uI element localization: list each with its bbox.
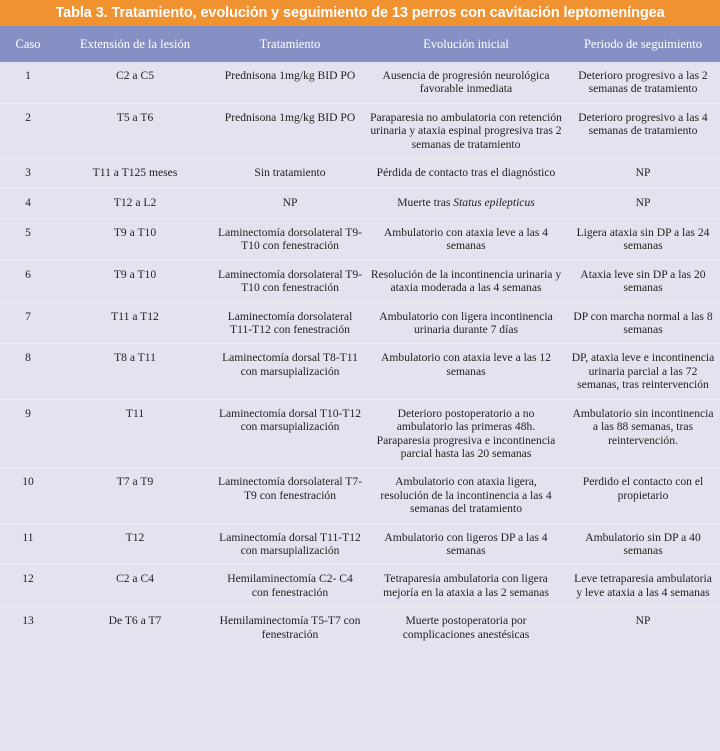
table-row	[0, 565, 720, 607]
cell-caso: 5	[25, 226, 31, 240]
cell-evolucion: Ambulatorio con ligera incontinencia urinaria durante 7 días	[379, 309, 553, 337]
cell-caso: 13	[22, 614, 34, 628]
cell-evolucion: Tetraparesia ambulatoria con ligera mejoría en la ataxia a las 2 semanas	[383, 572, 549, 599]
table-row	[0, 524, 720, 566]
column-header-evolucion: Evolución inicial	[423, 36, 509, 51]
cell-caso: 9	[25, 406, 31, 420]
cell-evolucion: Deterioro postoperatorio a no ambulatorio las primeras 48h. Paraparesia progresiva e incontinencia parcial hasta las 20 semanas	[376, 406, 556, 460]
cell-tratamiento: Laminectomía dorsolateral T9-T10 con fenestración	[218, 226, 363, 253]
table-row	[0, 344, 720, 399]
cell-seguimiento: Deterioro progresivo a las 2 semanas de tratamiento	[578, 69, 708, 96]
cell-evolucion: Muerte postoperatoria por complicaciones anestésicas	[402, 614, 530, 641]
cell-extension: T11	[125, 406, 145, 420]
cell-evolucion: Paraparesia no ambulatoria con retención urinaria y ataxia espinal progresiva tras 2 semanas de tratamiento	[370, 110, 562, 151]
cell-seguimiento: DP con marcha normal a las 8 semanas	[573, 309, 713, 337]
cell-caso: 10	[22, 475, 34, 489]
table-row	[0, 303, 720, 345]
cell-tratamiento: Prednisona 1mg/kg BID PO	[224, 110, 356, 124]
cell-extension: T12 a L2	[113, 196, 157, 210]
table-body	[0, 62, 720, 648]
cell-extension: C2 a C4	[115, 572, 154, 586]
cell-seguimiento: NP	[635, 196, 651, 210]
cell-caso: 1	[25, 69, 31, 82]
column-header-seguimiento: Periodo de seguimiento	[583, 36, 703, 51]
cell-tratamiento: Laminectomía dorsal T11-T12 con marsupialización	[219, 530, 361, 557]
cell-extension: T11 a T125 meses	[92, 166, 178, 180]
column-header-tratamiento: Tratamiento	[259, 36, 321, 51]
table-row	[0, 400, 720, 469]
cell-evolucion: Resolución de la incontinencia urinaria y ataxia moderada a las 4 semanas	[370, 267, 562, 295]
cell-evolucion: Ambulatorio con ligeros DP a las 4 semanas	[384, 530, 548, 557]
cell-seguimiento: Perdido el contacto con el propietario	[582, 475, 704, 502]
cell-extension: T9 a T10	[113, 267, 157, 281]
cell-seguimiento: Ataxia leve sin DP a las 20 semanas	[580, 267, 706, 295]
cell-caso: 11	[22, 530, 34, 544]
cell-extension: T7 a T9	[116, 475, 154, 489]
cell-evolucion: Ambulatorio con ataxia leve a las 12 semanas	[381, 351, 551, 378]
cell-tratamiento: Laminectomía dorsal T8-T11 con marsupialización	[222, 351, 358, 378]
cell-caso: 8	[25, 351, 31, 365]
cell-seguimiento: DP, ataxia leve e incontinencia urinaria parcial a las 72 semanas, tras reintervención	[571, 351, 715, 392]
table-row	[0, 219, 720, 261]
cell-extension: De T6 a T7	[108, 614, 162, 628]
table-row	[0, 104, 720, 159]
table-row	[0, 159, 720, 189]
cell-evolucion: Muerte tras Status epilepticus	[397, 196, 535, 210]
cell-seguimiento: Ligera ataxia sin DP a las 24 semanas	[576, 226, 710, 253]
cell-extension: T12	[125, 530, 145, 544]
cell-tratamiento: Laminectomía dorsolateral T9- T10 con fenestración	[218, 267, 363, 295]
cell-evolucion: Ambulatorio con ataxia ligera, resolución de la incontinencia a las 4 semanas del tratamiento	[380, 475, 552, 516]
cell-evolucion: Ambulatorio con ataxia leve a las 4 semanas	[383, 226, 549, 253]
cell-caso: 3	[25, 166, 31, 180]
cell-caso: 7	[25, 309, 31, 323]
italic-term: Status epilepticus	[453, 196, 535, 210]
table-title: Tabla 3. Tratamiento, evolución y seguimiento de 13 perros con cavitación leptomeníngea	[0, 0, 720, 26]
cell-tratamiento: Prednisona 1mg/kg BID PO	[224, 69, 356, 82]
cell-extension: T11 a T12	[111, 309, 159, 323]
cell-seguimiento: Ambulatorio sin DP a 40 semanas	[585, 530, 701, 557]
cell-extension: T8 a T11	[114, 351, 156, 365]
cell-extension: T9 a T10	[113, 226, 157, 240]
table-row	[0, 468, 720, 523]
cell-evolucion: Pérdida de contacto tras el diagnóstico	[376, 166, 556, 180]
table-row	[0, 189, 720, 219]
cell-seguimiento: Leve tetraparesia ambulatoria y leve ataxia a las 4 semanas	[574, 572, 712, 599]
table-row	[0, 261, 720, 303]
cell-caso: 2	[25, 110, 31, 124]
cell-tratamiento: Sin tratamiento	[254, 166, 326, 180]
cell-seguimiento: NP	[635, 614, 651, 628]
cell-tratamiento: Laminectomía dorsal T10-T12 con marsupialización	[218, 406, 362, 434]
cell-extension: T5 a T6	[116, 110, 154, 124]
column-header-extension: Extensión de la lesión	[79, 36, 191, 51]
cell-tratamiento: NP	[282, 196, 298, 210]
table-row	[0, 62, 720, 104]
cell-tratamiento: Laminectomía dorsolateral T11-T12 con fenestración	[227, 309, 353, 337]
table-row	[0, 607, 720, 648]
cell-evolucion: Ausencia de progresión neurológica favorable inmediata	[382, 69, 550, 96]
cell-extension: C2 a C5	[115, 69, 154, 82]
column-header-caso: Caso	[15, 36, 41, 51]
cell-caso: 4	[25, 196, 31, 210]
cell-caso: 6	[25, 267, 31, 281]
cell-seguimiento: Ambulatorio sin incontinencia a las 88 semanas, tras reintervención.	[572, 406, 714, 447]
cell-caso: 12	[22, 572, 34, 586]
cell-tratamiento: Laminectomía dorsolateral T7-T9 con fenestración	[218, 475, 363, 502]
cell-seguimiento: NP	[635, 166, 651, 180]
cell-tratamiento: Hemilaminectomía T5-T7 con fenestración	[219, 614, 361, 641]
table-header-row	[0, 26, 720, 62]
cell-seguimiento: Deterioro progresivo a las 4 semanas de tratamiento	[578, 110, 708, 138]
cell-tratamiento: Hemilaminectomía C2- C4 con fenestración	[227, 572, 353, 599]
